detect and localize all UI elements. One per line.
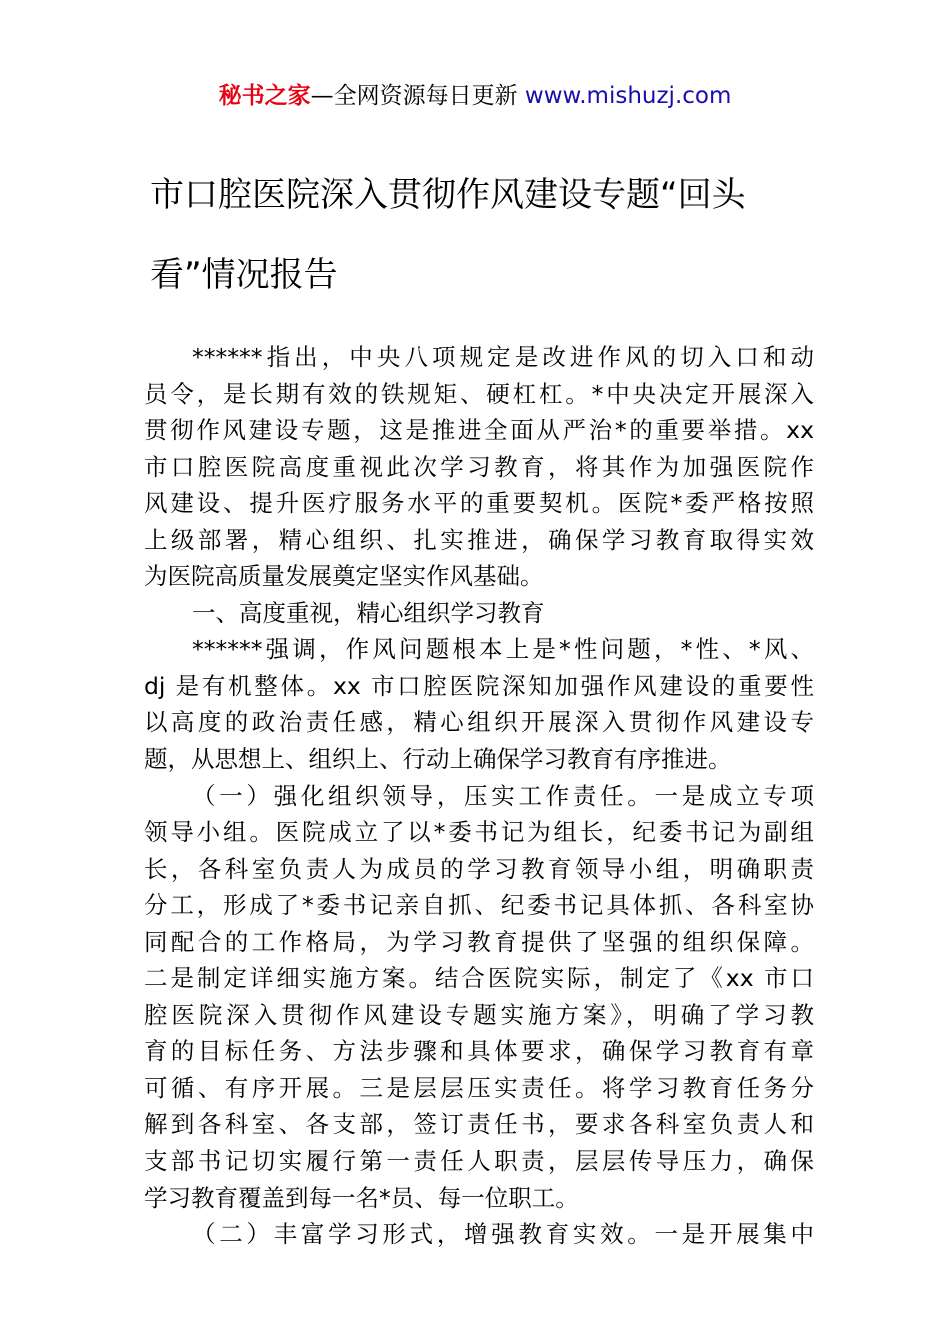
title-line: 看”情况报告	[150, 255, 338, 295]
paragraph-line: 风建设、提升医疗服务水平的重要契机。医院*委严格按照	[144, 489, 814, 518]
paragraph-line: 解到各科室、各支部，签订责任书，要求各科室负责人和	[144, 1110, 814, 1139]
paragraph-line: 以高度的政治责任感，精心组织开展深入贯彻作风建设专	[144, 708, 814, 737]
paragraph-line: 题，从思想上、组织上、行动上确保学习教育有序推进。	[144, 745, 732, 774]
paragraph-line: ******指出，中央八项规定是改进作风的切入口和动	[192, 343, 814, 371]
paragraph-line: （一）强化组织领导，压实工作责任。一是成立专项	[192, 781, 814, 810]
site-url-link[interactable]: www.mishuzj.com	[524, 83, 732, 109]
paragraph-line: 贯彻作风建设专题，这是推进全面从严治*的重要举措。xx	[144, 416, 814, 445]
title-line: 市口腔医院深入贯彻作风建设专题“回头	[150, 175, 746, 215]
paragraph-line: 领导小组。医院成立了以*委书记为组长，纪委书记为副组	[144, 818, 814, 847]
paragraph-line: 为医院高质量发展奠定坚实作风基础。	[144, 562, 544, 591]
paragraph-line: （二）丰富学习形式，增强教育实效。一是开展集中	[192, 1220, 814, 1249]
paragraph-line: 员令，是长期有效的铁规矩、硬杠杠。*中央决定开展深入	[144, 379, 814, 408]
paragraph-line: 学习教育覆盖到每一名*员、每一位职工。	[144, 1183, 579, 1212]
paragraph-line: 二是制定详细实施方案。结合医院实际，制定了《xx 市口	[144, 964, 814, 993]
paragraph-line: 同配合的工作格局，为学习教育提供了坚强的组织保障。	[144, 927, 814, 956]
paragraph-line: 分工，形成了*委书记亲自抓、纪委书记具体抓、各科室协	[144, 891, 814, 920]
paragraph-line: 育的目标任务、方法步骤和具体要求，确保学习教育有章	[144, 1037, 814, 1066]
paragraph-line: 市口腔医院高度重视此次学习教育，将其作为加强医院作	[144, 452, 814, 481]
paragraph-line: 长，各科室负责人为成员的学习教育领导小组，明确职责	[144, 854, 814, 883]
paragraph-line: 腔医院深入贯彻作风建设专题实施方案》，明确了学习教	[144, 1000, 814, 1029]
brand-name: 秘书之家	[218, 83, 311, 109]
document-body	[144, 339, 814, 1253]
paragraph-line: 支部书记切实履行第一责任人职责，层层传导压力，确保	[144, 1147, 814, 1176]
paragraph-line: 可循、有序开展。三是层层压实责任。将学习教育任务分	[144, 1073, 814, 1102]
paragraph-line: 上级部署，精心组织、扎实推进，确保学习教育取得实效	[144, 525, 814, 554]
paragraph-line: ******强调，作风问题根本上是*性问题，*性、*风、	[192, 635, 814, 664]
paragraph-line: dj 是有机整体。xx 市口腔医院深知加强作风建设的重要性	[144, 671, 814, 700]
document-title	[150, 155, 800, 315]
site-tagline: —全网资源每日更新	[310, 83, 518, 109]
section-heading: 一、高度重视，精心组织学习教育	[192, 598, 545, 627]
site-header	[0, 80, 950, 112]
